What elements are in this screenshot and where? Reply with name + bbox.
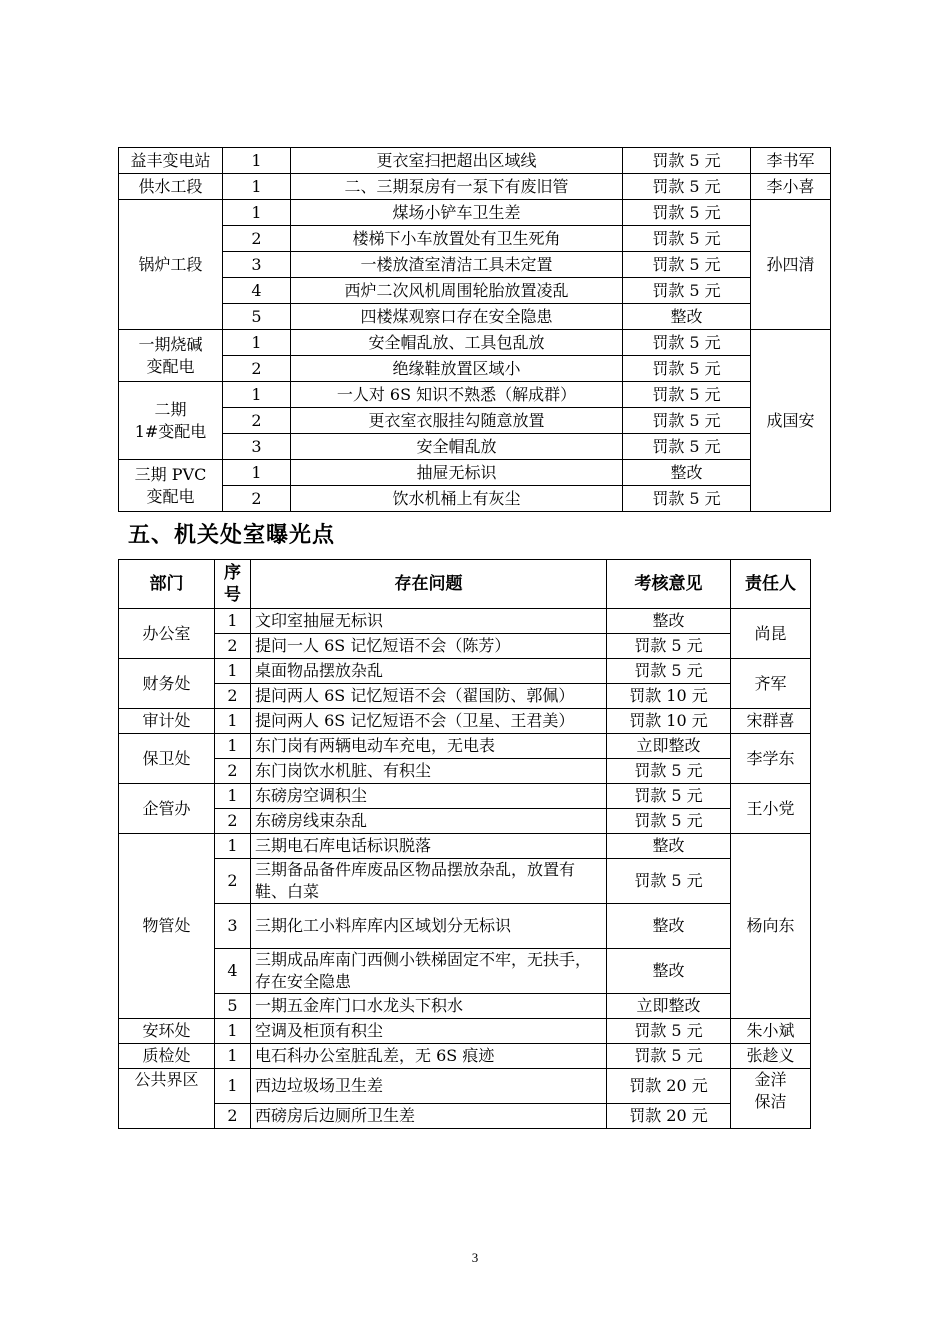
- table-row: [119, 1044, 811, 1069]
- header-person: 责任人: [731, 560, 811, 609]
- section-heading: 五、机关处室曝光点: [128, 523, 336, 548]
- table-row: [119, 809, 811, 834]
- seq-cell: 5: [223, 304, 291, 330]
- dept-line: 一期烧碱: [138, 334, 203, 354]
- header-opinion: 考核意见: [607, 560, 731, 609]
- opinion-cell: 罚款 5 元: [607, 634, 731, 659]
- issue-cell: 楼梯下小车放置处有卫生死角: [291, 226, 623, 252]
- issue-cell: 东磅房线束杂乱: [251, 809, 607, 834]
- opinion-cell: 罚款 5 元: [623, 174, 751, 200]
- issue-cell: 抽屉无标识: [291, 460, 623, 486]
- dept-line: 三期 PVC: [134, 464, 207, 484]
- header-issue: 存在问题: [251, 560, 607, 609]
- person-line: 金洋: [754, 1070, 787, 1089]
- opinion-cell: 立即整改: [607, 734, 731, 759]
- table-row: [119, 659, 811, 684]
- opinion-cell: 罚款 5 元: [623, 226, 751, 252]
- seq-cell: 5: [215, 994, 251, 1019]
- header-seq-line: 号: [224, 585, 241, 605]
- table-row: [119, 1104, 811, 1129]
- opinion-cell: 罚款 5 元: [607, 784, 731, 809]
- seq-cell: 2: [223, 408, 291, 434]
- seq-cell: 2: [223, 226, 291, 252]
- issue-cell: 安全帽乱放: [291, 434, 623, 460]
- issue-cell: 西边垃圾场卫生差: [251, 1069, 607, 1104]
- dept-cell: [119, 382, 223, 460]
- issue-cell: 三期化工小料库库内区域划分无标识: [251, 904, 607, 949]
- header-dept: 部门: [119, 560, 215, 609]
- opinion-cell: 整改: [623, 304, 751, 330]
- dept-cell: 企管办: [119, 784, 215, 834]
- header-seq: [215, 560, 251, 609]
- table-row: [119, 759, 811, 784]
- seq-cell: 1: [223, 382, 291, 408]
- issue-cell: 一楼放渣室清洁工具未定置: [291, 252, 623, 278]
- opinion-cell: 立即整改: [607, 994, 731, 1019]
- opinion-cell: 罚款 5 元: [623, 200, 751, 226]
- table-row: [119, 252, 831, 278]
- person-cell: [731, 1069, 811, 1129]
- table-row: [119, 684, 811, 709]
- opinion-cell: 罚款 5 元: [623, 252, 751, 278]
- table-row: [119, 994, 811, 1019]
- opinion-cell: 罚款 5 元: [623, 356, 751, 382]
- person-cell: 张趁义: [731, 1044, 811, 1069]
- table-row: [119, 278, 831, 304]
- seq-cell: 2: [215, 759, 251, 784]
- table-row: [119, 734, 811, 759]
- issue-cell: 文印室抽屉无标识: [251, 609, 607, 634]
- issue-cell: 二、三期泵房有一泵下有废旧管: [291, 174, 623, 200]
- issue-cell: 三期成品库南门西侧小铁梯固定不牢，无扶手，存在安全隐患: [251, 949, 607, 994]
- seq-cell: 1: [223, 460, 291, 486]
- opinion-cell: 罚款 5 元: [623, 486, 751, 512]
- seq-cell: 2: [215, 859, 251, 904]
- dept-line: 变配电: [146, 356, 195, 376]
- issue-cell: 桌面物品摆放杂乱: [251, 659, 607, 684]
- person-cell: 尚昆: [731, 609, 811, 659]
- person-cell: 成国安: [751, 330, 831, 512]
- person-cell: 宋群喜: [731, 709, 811, 734]
- person-line: 保洁: [754, 1092, 787, 1111]
- seq-cell: 2: [215, 634, 251, 659]
- table-row: [119, 859, 811, 904]
- table-row: [119, 1069, 811, 1104]
- dept-cell: 益丰变电站: [119, 148, 223, 174]
- seq-cell: 1: [215, 1019, 251, 1044]
- seq-cell: 4: [215, 949, 251, 994]
- person-cell: 王小党: [731, 784, 811, 834]
- exposure-table-production: [118, 147, 831, 512]
- table-row: [119, 200, 831, 226]
- person-cell: 朱小斌: [731, 1019, 811, 1044]
- seq-cell: 2: [215, 684, 251, 709]
- table-header-row: [119, 560, 811, 609]
- table-row: [119, 609, 811, 634]
- opinion-cell: 罚款 5 元: [623, 434, 751, 460]
- opinion-cell: 罚款 20 元: [607, 1069, 731, 1104]
- opinion-cell: 罚款 5 元: [607, 659, 731, 684]
- seq-cell: 1: [215, 1044, 251, 1069]
- seq-cell: 1: [215, 734, 251, 759]
- seq-cell: 3: [215, 904, 251, 949]
- issue-cell: 电石科办公室脏乱差，无 6S 痕迹: [251, 1044, 607, 1069]
- opinion-cell: 罚款 10 元: [607, 709, 731, 734]
- table-row: [119, 1019, 811, 1044]
- dept-cell: 物管处: [119, 834, 215, 1019]
- opinion-cell: 整改: [607, 904, 731, 949]
- table-row: [119, 634, 811, 659]
- table-row: [119, 784, 811, 809]
- issue-cell: 安全帽乱放、工具包乱放: [291, 330, 623, 356]
- seq-cell: 1: [215, 709, 251, 734]
- seq-cell: 2: [223, 356, 291, 382]
- seq-cell: 2: [223, 486, 291, 512]
- issue-cell: 提问一人 6S 记忆短语不会（陈芳）: [251, 634, 607, 659]
- seq-cell: 1: [223, 330, 291, 356]
- person-cell: 李小喜: [751, 174, 831, 200]
- dept-cell: 保卫处: [119, 734, 215, 784]
- table-row: [119, 226, 831, 252]
- issue-cell: 东磅房空调积尘: [251, 784, 607, 809]
- dept-line: 二期: [154, 399, 187, 419]
- person-cell: 杨向东: [731, 834, 811, 1019]
- opinion-cell: 整改: [607, 609, 731, 634]
- issue-cell: 饮水机桶上有灰尘: [291, 486, 623, 512]
- table-row: [119, 434, 831, 460]
- dept-cell: 供水工段: [119, 174, 223, 200]
- opinion-cell: 罚款 5 元: [607, 1044, 731, 1069]
- dept-cell: 办公室: [119, 609, 215, 659]
- opinion-cell: 罚款 10 元: [607, 684, 731, 709]
- table-row: [119, 834, 811, 859]
- seq-cell: 2: [215, 809, 251, 834]
- seq-cell: 1: [215, 659, 251, 684]
- issue-cell: 西炉二次风机周围轮胎放置凌乱: [291, 278, 623, 304]
- table-row: [119, 486, 831, 512]
- issue-cell: 三期电石库电话标识脱落: [251, 834, 607, 859]
- opinion-cell: 整改: [607, 949, 731, 994]
- dept-cell: 质检处: [119, 1044, 215, 1069]
- issue-cell: 一人对 6S 知识不熟悉（解成群）: [291, 382, 623, 408]
- seq-cell: 1: [223, 200, 291, 226]
- table-row: [119, 330, 831, 356]
- opinion-cell: 罚款 5 元: [607, 809, 731, 834]
- issue-cell: 一期五金库门口水龙头下积水: [251, 994, 607, 1019]
- issue-cell: 更衣室扫把超出区域线: [291, 148, 623, 174]
- dept-cell: 公共界区: [119, 1069, 215, 1129]
- table-row: [119, 949, 811, 994]
- person-cell: 李学东: [731, 734, 811, 784]
- issue-cell: 东门岗饮水机脏、有积尘: [251, 759, 607, 784]
- issue-cell: 煤场小铲车卫生差: [291, 200, 623, 226]
- seq-cell: 2: [215, 1104, 251, 1129]
- table-row: [119, 460, 831, 486]
- seq-cell: 1: [215, 834, 251, 859]
- dept-cell: 锅炉工段: [119, 200, 223, 330]
- opinion-cell: 罚款 5 元: [607, 859, 731, 904]
- table-row: [119, 382, 831, 408]
- table-row: [119, 304, 831, 330]
- header-seq-line: 序: [224, 563, 241, 583]
- opinion-cell: 罚款 5 元: [607, 759, 731, 784]
- opinion-cell: 罚款 5 元: [623, 278, 751, 304]
- seq-cell: 1: [215, 609, 251, 634]
- table-row: [119, 174, 831, 200]
- dept-cell: [119, 460, 223, 512]
- person-cell: 孙四清: [751, 200, 831, 330]
- issue-cell: 四楼煤观察口存在安全隐患: [291, 304, 623, 330]
- table-row: [119, 148, 831, 174]
- seq-cell: 1: [223, 174, 291, 200]
- opinion-cell: 整改: [607, 834, 731, 859]
- person-cell: 齐军: [731, 659, 811, 709]
- opinion-cell: 整改: [623, 460, 751, 486]
- opinion-cell: 罚款 5 元: [623, 382, 751, 408]
- dept-cell: 审计处: [119, 709, 215, 734]
- issue-cell: 空调及柜顶有积尘: [251, 1019, 607, 1044]
- opinion-cell: 罚款 5 元: [607, 1019, 731, 1044]
- dept-line: 1#变配电: [134, 421, 207, 441]
- issue-cell: 提问两人 6S 记忆短语不会（卫星、王君美）: [251, 709, 607, 734]
- issue-cell: 三期备品备件库废品区物品摆放杂乱，放置有鞋、白菜: [251, 859, 607, 904]
- issue-cell: 东门岗有两辆电动车充电，无电表: [251, 734, 607, 759]
- table-row: [119, 408, 831, 434]
- person-cell: 李书军: [751, 148, 831, 174]
- seq-cell: 3: [223, 252, 291, 278]
- table-row: [119, 709, 811, 734]
- seq-cell: 1: [223, 148, 291, 174]
- opinion-cell: 罚款 5 元: [623, 330, 751, 356]
- table-row: [119, 356, 831, 382]
- issue-cell: 西磅房后边厕所卫生差: [251, 1104, 607, 1129]
- dept-cell: 安环处: [119, 1019, 215, 1044]
- opinion-cell: 罚款 5 元: [623, 148, 751, 174]
- page-number: 3: [471, 1250, 479, 1265]
- seq-cell: 1: [215, 1069, 251, 1104]
- opinion-cell: 罚款 20 元: [607, 1104, 731, 1129]
- table-row: [119, 904, 811, 949]
- opinion-cell: 罚款 5 元: [623, 408, 751, 434]
- seq-cell: 4: [223, 278, 291, 304]
- dept-cell: [119, 330, 223, 382]
- seq-cell: 1: [215, 784, 251, 809]
- issue-cell: 绝缘鞋放置区域小: [291, 356, 623, 382]
- seq-cell: 3: [223, 434, 291, 460]
- dept-line: 变配电: [146, 486, 195, 506]
- issue-cell: 更衣室衣服挂勾随意放置: [291, 408, 623, 434]
- exposure-table-offices: [118, 559, 811, 1129]
- issue-cell: 提问两人 6S 记忆短语不会（翟国防、郭佩）: [251, 684, 607, 709]
- dept-cell: 财务处: [119, 659, 215, 709]
